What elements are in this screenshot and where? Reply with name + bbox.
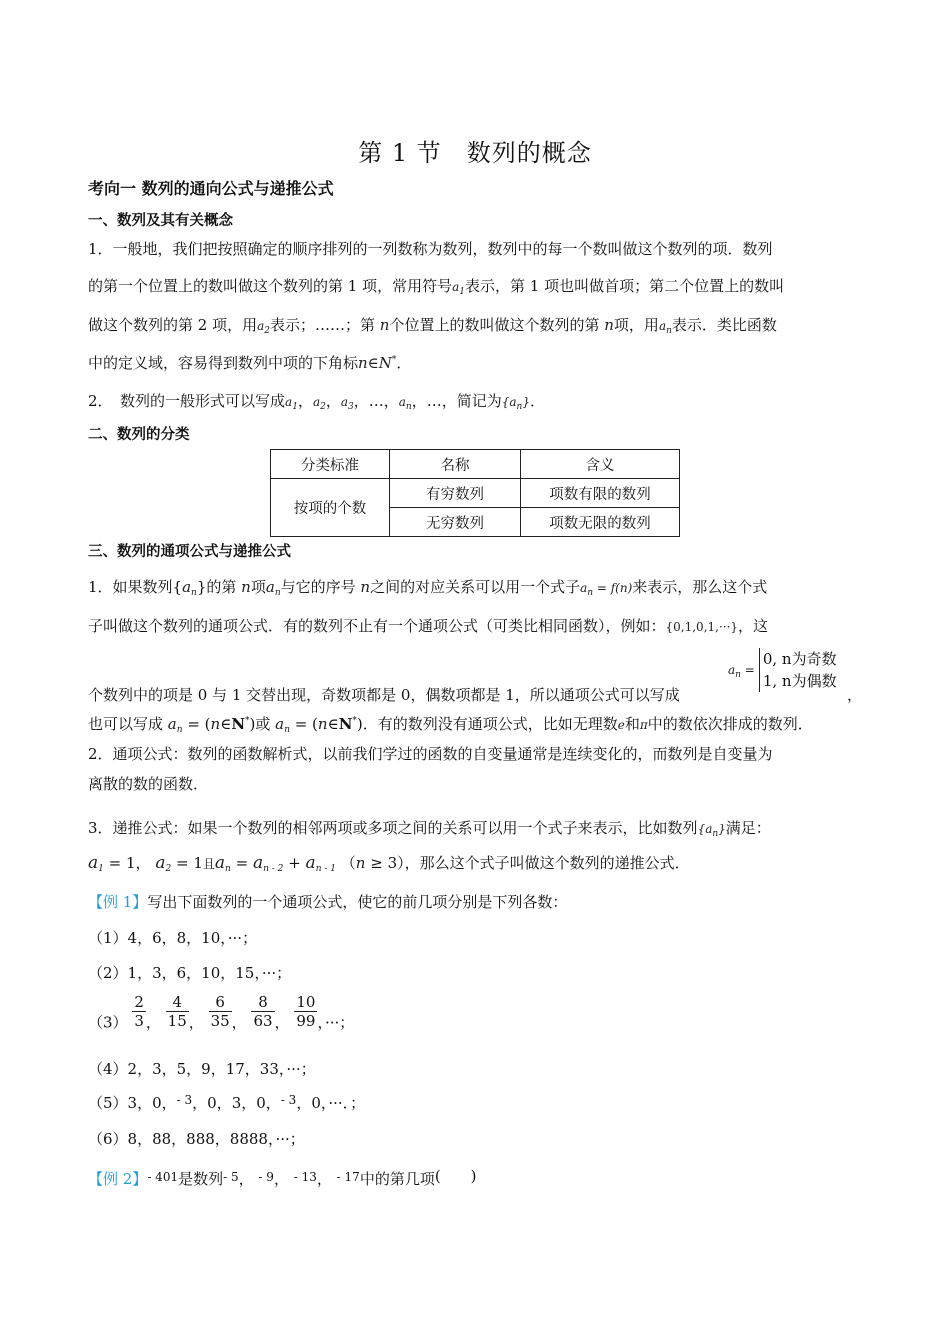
table-row <box>271 479 680 508</box>
page-title: 第 1 节 数列的概念 <box>358 139 592 167</box>
part1-line1: 1．一般地，我们把按照确定的顺序排列的一列数称为数列，数列中的每一个数叫做这个数列的项．数列 <box>88 240 773 258</box>
example1-label: 【例 1】 <box>88 893 148 911</box>
piecewise-formula: $a_n =0$, n为奇数 1, n为偶数 <box>728 650 837 690</box>
table-header: 分类标准 <box>271 450 390 479</box>
symbol-an: $a_n$ <box>658 319 672 336</box>
example2-label: 【例 2】 <box>88 1170 148 1188</box>
table-cell: 项数无限的数列 <box>521 508 680 537</box>
table-cell: 有穷数列 <box>390 479 521 508</box>
example1-item: （4）2，3，5，9，17，33，···； <box>88 1060 316 1078</box>
example1-item: （5）3，0，$^{- 3}$，0，3，0，$^{- 3}$，0，···．； <box>88 1093 366 1112</box>
classification-table <box>270 449 680 537</box>
table-header-row <box>271 450 680 479</box>
example1-item: （1）4，6，8，10，···； <box>88 929 258 947</box>
part1-line3: 做这个数列的第 2 项，用$a_2$表示；……；第 n个位置上的数叫做这个数列的第 n项，用$a_n$表示．类比函数 <box>88 316 777 336</box>
part3-line7: 3．递推公式：如果一个数列的相邻两项或多项之间的关系可以用一个式子来表示，比如数列$\{a_n\}$满足： <box>88 819 771 839</box>
example1-item: （2）1，3，6，10，15，···； <box>88 964 292 982</box>
document-page: 第 1 节 数列的概念 考向一 数列的通向公式与递推公式 一、数列及其有关概念 1．一般地，我们把按照确定的顺序排列的一列数称为数列，数列中的每一个数叫做这个数列的项．数列 的第一个位置上的数叫做这个数列的第 1 项，常用符号$a_1$表示，第 1 项也叫做首项；第二个位置上的数叫 做这个数列的第 2 项，用$a_2$表示；……；第 n个位置上的数叫做这个数列的第 n项，用$a_n$表示．类比函数 中的定义域，容易得到数列中项的下角标n∈N*． 2． 数列的一般形式可以写成$a_1$，$a_2$，$a_3$，…，$a_n$，…，简记为$\{a_n\}$． 二、数列的分类 分类标准 名称 含义 按项的个数 有穷数列 项数有限的数列 无穷数列 项数无限的数列 三、数列的通项公式与递推公式 1．如果数列$\{a_n\}$的第 n项$a_n$与它的序号 n之间的对应关系可以用一个式子$a_n = f(n)$来表示，那么这个式 子叫做这个数列的通项公式．有的数列不止有一个通项公式（可类比相同函数），例如：{0,1,0,1,···}，这 $a_n =0$, n为奇数 1, n为偶数 个数列中的项是 0 与 1 交替出现，奇数项都是 0，偶数项都是 1，所以通项公式可以写成 ， 也可以写成 $a_n$ = (n∈N*)或 $a_n$ = (n∈N*)．有的数列没有通项公式，比如无理数e和π中的数依次排成的数列． 2．通项公式：数列的函数解析式，以前我们学过的函数的自变量通常是连续变化的，而数列是自变量为 离散的数的函数． 3．递推公式：如果一个数列的相邻两项或多项之间的关系可以用一个式子来表示，比如数列$\{a_n\}$满足： $a_1 = 1$， $a_2 = 1$且$a_n = a_{n - 2} + a_{n - 1}$ （n ≥ 3），那么这个式子叫做这个数列的递推公式． 【例 1】写出下面数列的一个通项公式，使它的前几项分别是下列各数： （1）4，6，8，10，···； （2）1，3，6，10，15，···； （3） $\frac{2}{3}$ ， $\frac{4}{15}$ ， $\frac{6}{35}$ ， $\frac{8}{63}$ ， $\frac{10}{99}$ ，···； （4）2，3，5，9，17，33，···； （5）3，0，$^{- 3}$，0，3，0，$^{- 3}$，0，···．； （6）8，88，888，8888，···； 【例 2】$^{- 401}$是数列$^{- 5}$， $^{- 9}$， $^{- 13}$， $^{- 17}$中的第几项( ) <box>0 0 950 1344</box>
part1-line2: 的第一个位置上的数叫做这个数列的第 1 项，常用符号$a_1$表示，第 1 项也叫做首项；第二个位置上的数叫 <box>88 277 785 297</box>
index-domain: n∈N* <box>358 354 397 372</box>
example-sequence: {0,1,0,1,···} <box>665 620 739 634</box>
table-header: 含义 <box>521 450 680 479</box>
part1-heading: 一、数列及其有关概念 <box>88 213 233 229</box>
part2-heading: 二、数列的分类 <box>88 427 190 443</box>
section-heading: 考向一 数列的通向公式与递推公式 <box>88 179 334 198</box>
example1-prompt: 【例 1】写出下面数列的一个通项公式，使它的前几项分别是下列各数： <box>88 893 568 911</box>
example1-item: （3） $\frac{2}{3}$ ， $\frac{4}{15}$ ， $\frac{6}{35}$ ， $\frac{8}{63}$ ， $\frac{10}{99}$ ，···； <box>88 993 355 1032</box>
example1-item: （6）8，88，888，8888，···； <box>88 1130 305 1148</box>
table-cell: 无穷数列 <box>390 508 521 537</box>
table-cell: 项数有限的数列 <box>521 479 680 508</box>
sequence-notation: $\{a_n\}$ <box>501 395 530 412</box>
part3-heading: 三、数列的通项公式与递推公式 <box>88 544 291 560</box>
table-cell: 按项的个数 <box>271 479 390 537</box>
part3-line4: 也可以写成 $a_n$ = (n∈N*)或 $a_n$ = (n∈N*)．有的数列没有通项公式，比如无理数e和π中的数依次排成的数列． <box>88 715 813 735</box>
part3-line5: 2．通项公式：数列的函数解析式，以前我们学过的函数的自变量通常是连续变化的，而数列是自变量为 <box>88 745 773 763</box>
part3-line8: $a_1 = 1$， $a_2 = 1$且$a_n = a_{n - 2} + a_{n - 1}$ （n ≥ 3），那么这个式子叫做这个数列的递推公式． <box>88 853 690 874</box>
sequence-notation: $\{a_n\}$ <box>697 822 726 839</box>
table-header: 名称 <box>390 450 521 479</box>
part3-line2: 子叫做这个数列的通项公式．有的数列不止有一个通项公式（可类比相同函数），例如：{0,1,0,1,···}，这 <box>88 617 769 635</box>
answer-blank: ( ) <box>434 1167 477 1185</box>
symbol-a2: $a_2$ <box>257 319 270 336</box>
part1-line5: 2． 数列的一般形式可以写成$a_1$，$a_2$，$a_3$，…，$a_n$，…，简记为$\{a_n\}$． <box>88 392 545 412</box>
symbol-a1: $a_1$ <box>452 280 465 297</box>
part3-line1: 1．如果数列$\{a_n\}$的第 n项$a_n$与它的序号 n之间的对应关系可以用一个式子$a_n = f(n)$来表示，那么这个式 <box>88 578 768 598</box>
example2-prompt: 【例 2】$^{- 401}$是数列$^{- 5}$， $^{- 9}$， $^{- 13}$， $^{- 17}$中的第几项( ) <box>88 1167 477 1188</box>
part1-line4: 中的定义域，容易得到数列中项的下角标n∈N*． <box>88 354 412 372</box>
formula-an-fn: $a_n = f(n)$ <box>580 581 633 598</box>
part3-line6: 离散的数的函数． <box>88 775 209 793</box>
part3-line3: 个数列中的项是 0 与 1 交替出现，奇数项都是 0，偶数项都是 1，所以通项公式可以写成 <box>88 686 680 704</box>
